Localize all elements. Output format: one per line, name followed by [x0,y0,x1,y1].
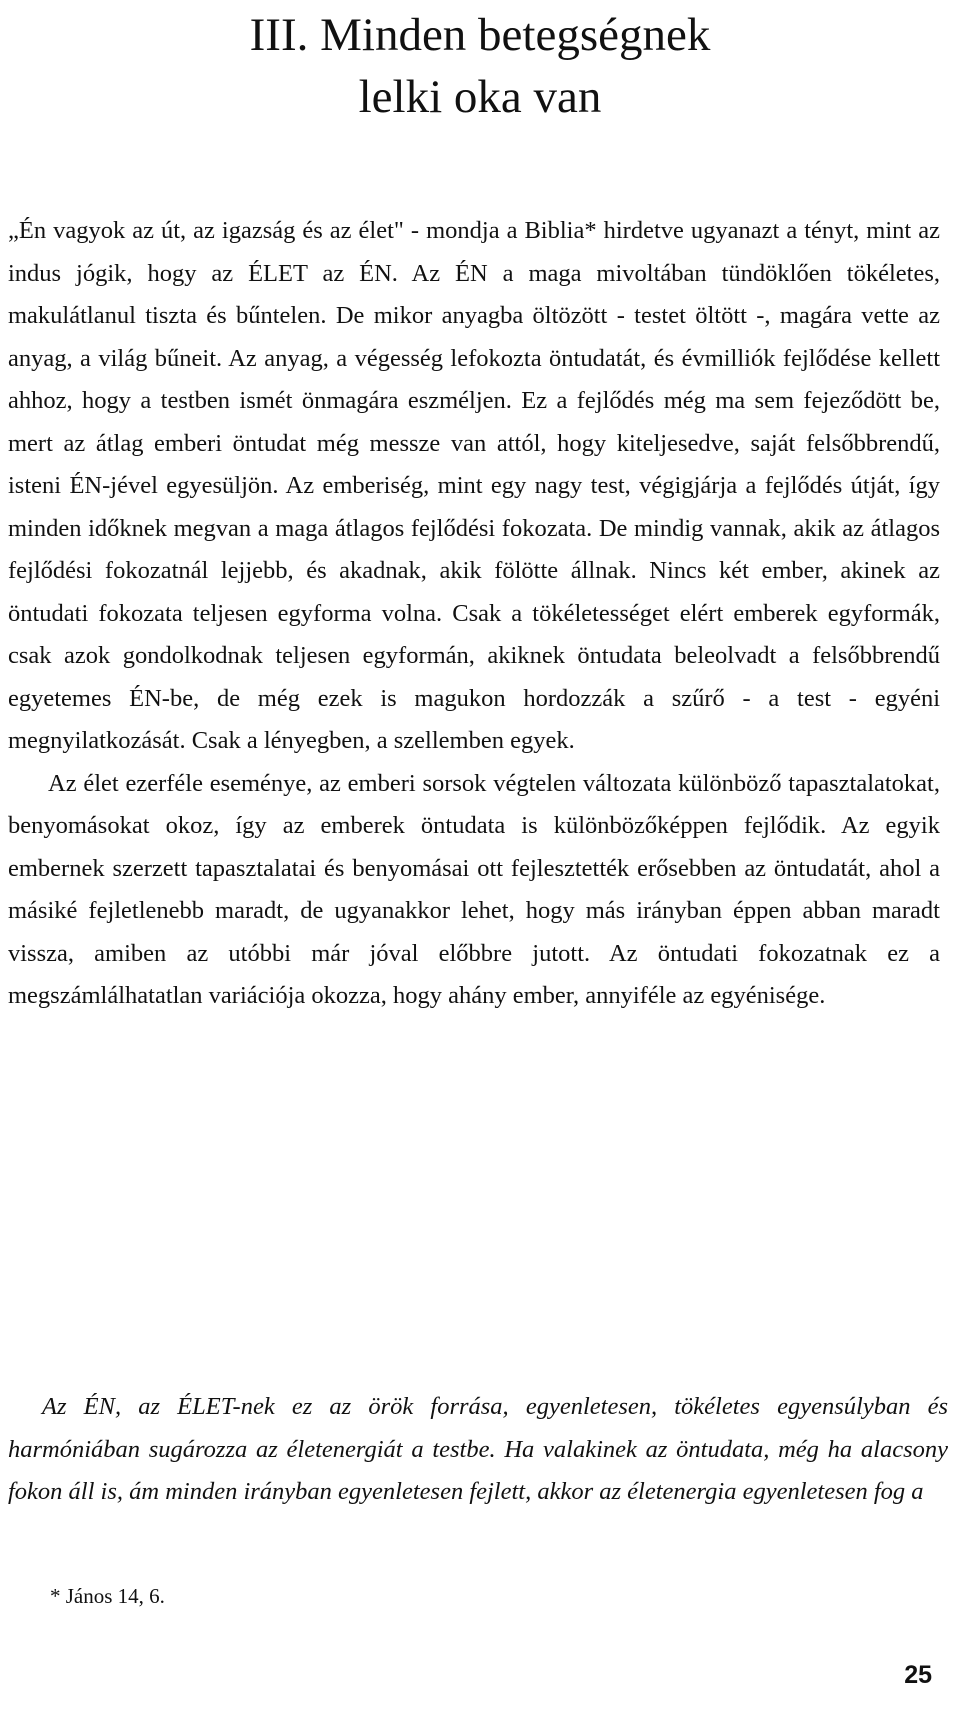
chapter-title-line-2: lelki oka van [358,71,602,123]
page-number: 25 [904,1661,932,1689]
footnote: * János 14, 6. [50,1584,165,1608]
paragraph-2: Az élet ezerféle eseménye, az emberi sorsok végtelen változata különböző tapasztalatokat, benyomásokat okoz, így az emberek öntudata is különbözőképpen fejlődik. Az egyik embernek szerzett tapasztalatai és benyomásai ott fejlesztették erősebben az öntudatát, ahol a másiké fejletlenebb maradt, de ugyanakkor lehet, hogy más irányban éppen abban maradt vissza, amiben az utóbbi már jóval előbbre jutott. Az öntudati fokozatnak ez a megszámlálhatatlan variációja okozza, hogy ahány ember, annyiféle az egyénisége. [8,769,940,1009]
chapter-title [0,4,960,128]
italic-paragraph: Az ÉN, az ÉLET-nek ez az örök forrása, egyenletesen, tökéletes egyensúlyban és harmóniában sugározza az életenergiát a testbe. Ha valakinek az öntudata, még ha alacsony fokon áll is, ám minden irányban egyenletesen fejlett, akkor az életenergia egyenletesen fog a [8,1393,948,1505]
body-text [8,210,940,1018]
chapter-title-line-1: III. Minden betegségnek [249,9,711,61]
paragraph-1: „Én vagyok az út, az igazság és az élet" - mondja a Biblia* hirdetve ugyanazt a tényt, mint az indus jógik, hogy az ÉLET az ÉN. Az ÉN a maga mivoltában tündöklően tökéletes, makulátlanul tiszta és bűntelen. De mikor anyagba öltözött - testet öltött -, magára vette az anyag, a világ bűneit. Az anyag, a végesség lefokozta öntudatát, és évmilliók fejlődése kellett ahhoz, hogy a testben ismét önmagára eszméljen. Ez a fejlődés még ma sem fejeződött be, mert az átlag emberi öntudat még messze van attól, hogy kiteljesedve, saját felsőbbrendű, isteni ÉN-jével egyesüljön. Az emberiség, mint egy nagy test, végigjárja a fejlődés útját, így minden időknek megvan a maga átlagos fejlődési fokozata. De mindig vannak, akik az átlagos fejlődési fokozatnál lejjebb, és akadnak, akik fölötte állnak. Nincs két ember, akinek az öntudati fokozata teljesen egyforma volna. Csak a tökéletességet elért emberek egyformák, csak azok gondolkodnak teljesen egyformán, akiknek öntudata beleolvadt a felsőbbrendű egyetemes ÉN-be, de még ezek is magukon hordozzák a szűrő - a test - egyéni megnyilatkozását. Csak a lényegben, a szellemben egyek. [8,217,940,754]
